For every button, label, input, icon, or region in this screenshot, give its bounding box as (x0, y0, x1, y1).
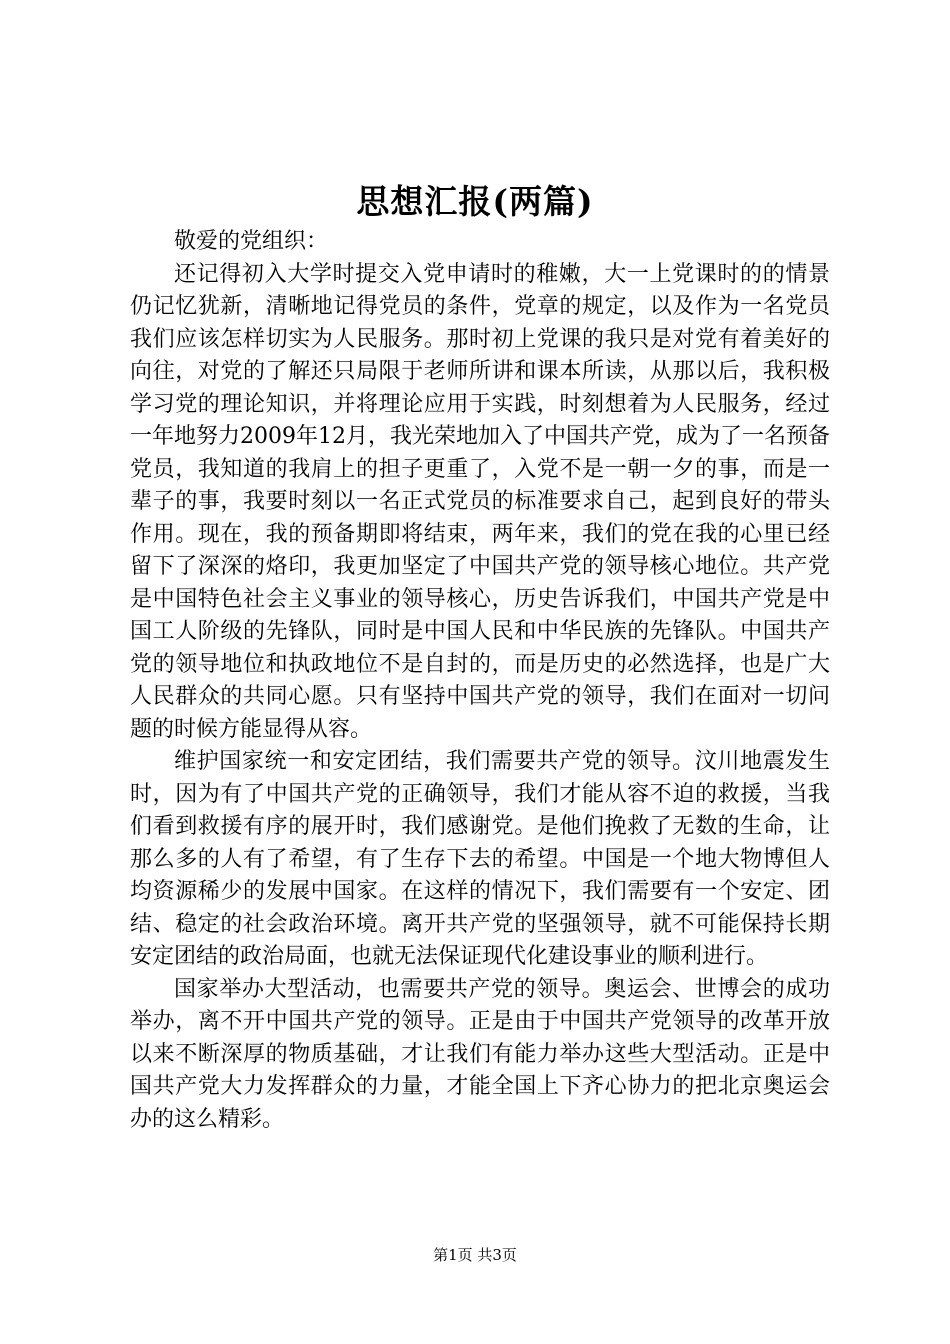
document-title: 思想汇报(两篇) (356, 182, 594, 221)
salutation: 敬爱的党组织： (174, 229, 329, 254)
page-footer: 第1页 共3页 (433, 1246, 517, 1264)
body-paragraph: 国家举办大型活动，也需要共产党的领导。奥运会、世博会的成功举办，离不开中国共产党的领导。正是由于中国共产党领导的改革开放以来不断深厚的物质基础，才让我们有能力举办这些大型活动。正是中国共产党大力发挥群众的力量，才能全国上下齐心协力的把北京奥运会办的这么精彩。 (130, 976, 830, 1132)
body-paragraph: 还记得初入大学时提交入党申请时的稚嫩，大一上党课时的的情景仍记忆犹新，清晰地记得党员的条件，党章的规定，以及作为一名党员我们应该怎样切实为人民服务。那时初上党课的我只是对党有着美好的向往，对党的了解还只局限于老师所讲和课本所读，从那以后，我积极学习党的理论知识，并将理论应用于实践，时刻想着为人民服务，经过一年地努力2009年12月，我光荣地加入了中国共产党，成为了一名预备党员，我知道的我肩上的担子更重了，入党不是一朝一夕的事，而是一辈子的事，我要时刻以一名正式党员的标准要求自己，起到良好的带头作用。现在，我的预备期即将结束，两年来，我们的党在我的心里已经留下了深深的烙印，我更加坚定了中国共产党的领导核心地位。共产党是中国特色社会主义事业的领导核心，历史告诉我们，中国共产党是中国工人阶级的先锋队，同时是中国人民和中华民族的先锋队。中国共产党的领导地位和执政地位不是自封的，而是历史的必然选择，也是广大人民群众的共同心愿。只有坚持中国共产党的领导，我们在面对一切问题的时候方能显得从容。 (130, 261, 830, 742)
body-paragraph: 维护国家统一和安定团结，我们需要共产党的领导。汶川地震发生时，因为有了中国共产党的正确领导，我们才能从容不迫的救援，当我们看到救援有序的展开时，我们感谢党。是他们挽救了无数的生命，让那么多的人有了希望，有了生存下去的希望。中国是一个地大物博但人均资源稀少的发展中国家。在这样的情况下，我们需要有一个安定、团结、稳定的社会政治环境。离开共产党的坚强领导，就不可能保持长期安定团结的政治局面，也就无法保证现代化建设事业的顺利进行。 (130, 749, 830, 969)
document-body (130, 226, 830, 1136)
